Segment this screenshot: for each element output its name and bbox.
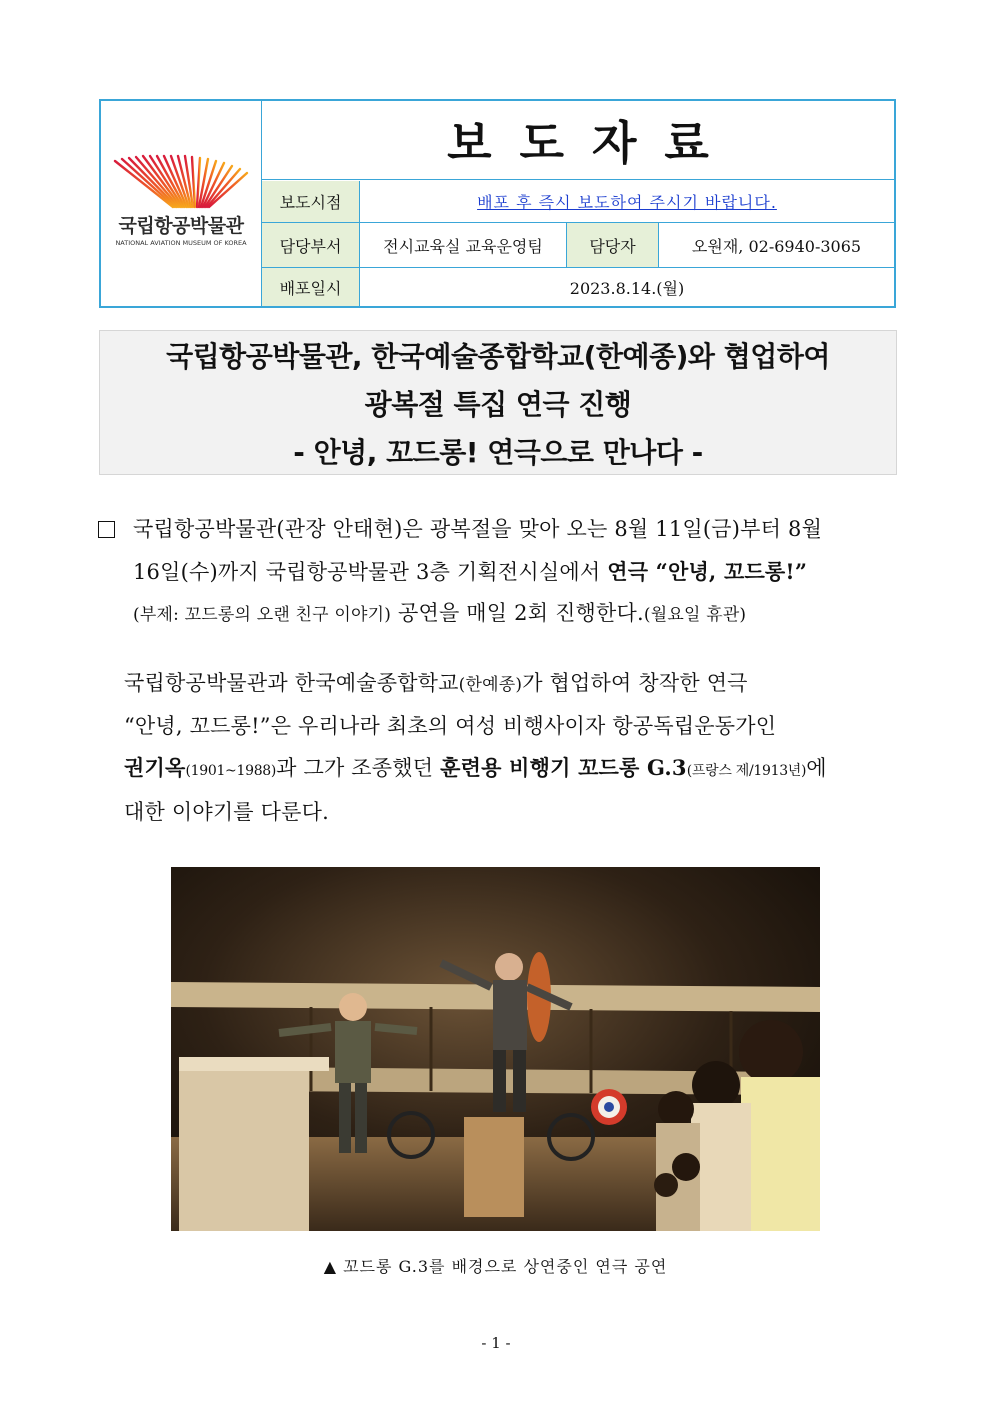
p1-play-title: 연극 “안녕, 꼬드롱!” <box>607 559 808 584</box>
paragraph-2-line-1 <box>124 663 896 706</box>
paragraph-2-line-2 <box>124 706 896 747</box>
paragraph-2-line-4 <box>124 792 896 833</box>
p1-subtitle-note: (부제: 꼬드롱의 오랜 친구 이야기) <box>133 605 392 625</box>
headline-line-2: 광복절 특집 연극 진행 <box>364 388 632 421</box>
press-release-title: 보도자료 <box>262 101 894 180</box>
p1-closed-note: (월요일 휴관) <box>643 605 747 625</box>
department-label: 담당부서 <box>262 223 360 267</box>
release-date-label: 배포일시 <box>262 268 360 306</box>
p2-text-1b: (한예종) <box>458 675 523 695</box>
paragraph-1 <box>133 509 896 550</box>
logo-name-english: NATIONAL AVIATION MUSEUM OF KOREA <box>115 239 247 247</box>
p2-text-4: 대한 이야기를 다룬다. <box>124 800 329 824</box>
contact-person-label: 담당자 <box>566 223 659 267</box>
department-row <box>262 223 894 268</box>
p2-text-1a: 국립항공박물관과 한국예술종합학교 <box>124 671 459 695</box>
museum-logo <box>101 101 262 306</box>
page-number: - 1 - <box>481 1334 511 1352</box>
release-date-row <box>262 268 894 306</box>
p2-text-2: “안녕, 꼬드롱!”은 우리나라 최초의 여성 비행사이자 항공독립운동가인 <box>124 714 777 738</box>
p1-text-1: 국립항공박물관(관장 안태현)은 광복절을 맞아 오는 8월 11일(금)부터 8월 <box>133 517 823 541</box>
report-time-row <box>262 181 894 223</box>
paragraph-1-line-3 <box>133 593 896 636</box>
logo-fan-icon <box>111 153 251 213</box>
p2-text-3c: 과 그가 조종했던 <box>276 756 441 780</box>
p1-text-3b: 공연을 매일 2회 진행한다. <box>391 601 644 625</box>
report-time-label: 보도시점 <box>262 181 360 222</box>
contact-person-value: 오원재, 02-6940-3065 <box>691 236 862 256</box>
p1-text-2a: 16일(수)까지 국립항공박물관 3층 기획전시실에서 <box>133 560 608 584</box>
p2-person-years: (1901~1988) <box>185 763 277 779</box>
paragraph-1-line-1 <box>133 509 896 550</box>
headline-line-1: 국립항공박물관, 한국예술종합학교(한예종)와 협업하여 <box>166 340 830 373</box>
report-time-link: 배포 후 즉시 보도하여 주시기 바랍니다. <box>477 193 777 212</box>
release-date-value: 2023.8.14.(월) <box>569 278 685 298</box>
p2-person-name: 권기옥 <box>124 755 186 780</box>
department-value: 전시교육실 교육운영팀 <box>383 236 543 256</box>
photo-caption: ▲ 꼬드롱 G.3를 배경으로 상연중인 연극 공연 <box>323 1257 668 1276</box>
paragraph-1-cont <box>133 551 896 636</box>
p2-text-1c: 가 협업하여 창작한 연극 <box>522 671 748 695</box>
paragraph-2-line-3 <box>124 747 896 792</box>
report-time-value <box>360 181 894 222</box>
paragraph-2 <box>124 663 896 833</box>
headline-subtitle: - 안녕, 꼬드롱! 연극으로 만나다 - <box>293 436 703 469</box>
p2-aircraft-origin: (프랑스 제/1913년) <box>686 763 807 779</box>
photo-illustration <box>171 867 820 1231</box>
play-performance-photo <box>171 867 820 1231</box>
paragraph-1-line-2 <box>133 551 896 593</box>
bullet-checkbox-icon <box>98 521 115 538</box>
p2-text-3f: 에 <box>806 756 827 780</box>
press-header-table <box>99 99 896 308</box>
headline-box <box>99 330 897 475</box>
p2-aircraft-name: 훈련용 비행기 꼬드롱 G.3 <box>440 755 687 780</box>
logo-name-korean: 국립항공박물관 <box>118 215 244 237</box>
